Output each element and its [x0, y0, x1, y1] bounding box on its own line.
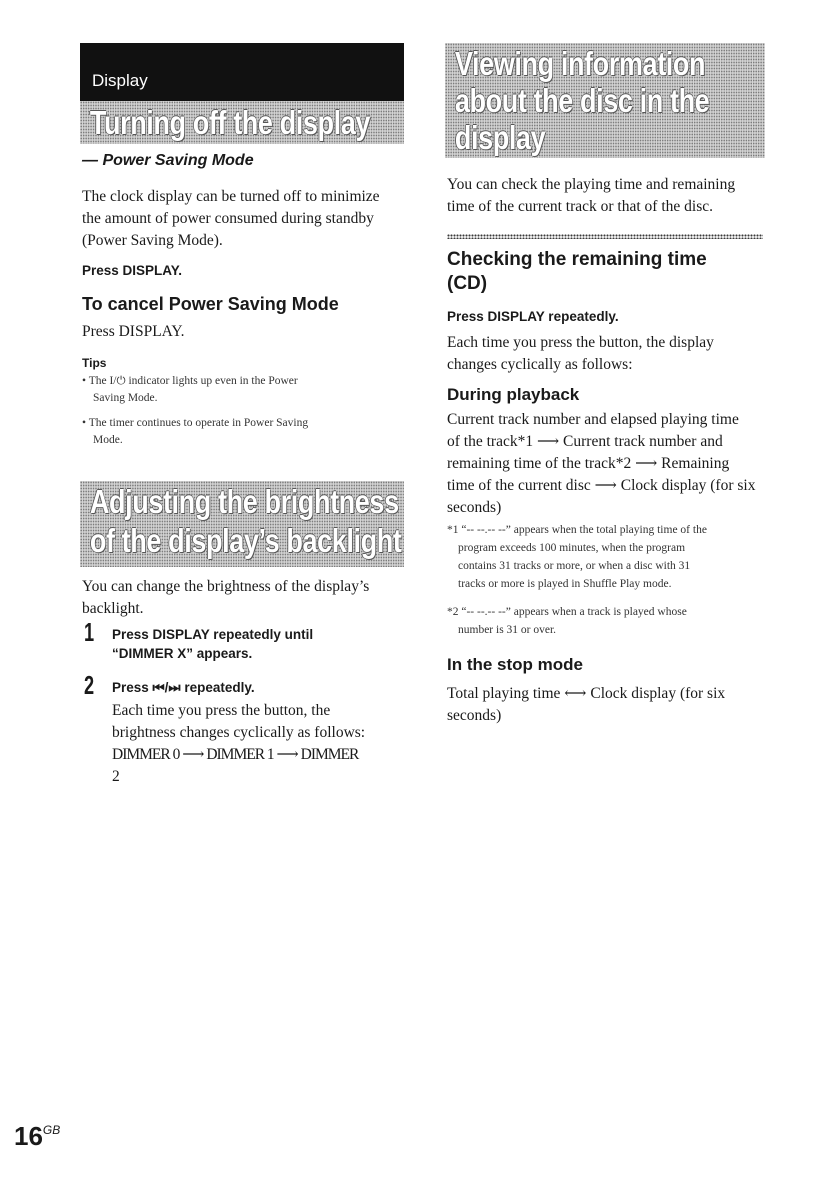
display-tab-label: Display	[92, 71, 148, 90]
tips-heading: Tips	[82, 356, 107, 370]
playback-line: seconds)	[447, 499, 502, 516]
footnote-line: tracks or more is played in Shuffle Play mode.	[458, 578, 672, 590]
press-display-repeatedly-command: Press DISPLAY repeatedly.	[447, 309, 619, 324]
adjusting-brightness-title-line1: Adjusting the brightness	[89, 483, 399, 520]
footnote-line: *1 “-- --.-- --” appears when the total playing time of the	[447, 524, 707, 536]
viewing-info-title-line3: display	[454, 119, 546, 156]
stop-line: Total playing time ⟷ Clock display (for six	[447, 685, 726, 702]
playback-line: Current track number and elapsed playing time	[447, 411, 739, 428]
remaining-time-heading-line1: Checking the remaining time	[447, 249, 707, 270]
press-display-command: Press DISPLAY.	[82, 263, 183, 278]
footnote-line: number is 31 or over.	[458, 624, 557, 636]
turning-off-display-banner	[80, 101, 404, 144]
viewing-info-title-line2: about the disc in the	[454, 82, 710, 119]
step-2-number: 2	[84, 670, 95, 700]
step-2-desc-line: 2	[112, 768, 120, 785]
intro-line: You can change the brightness of the display’s	[82, 578, 370, 595]
desc-line: changes cyclically as follows:	[447, 356, 633, 373]
step-1-text: Press DISPLAY repeatedly until	[112, 627, 314, 642]
turning-off-display-title: Turning off the display	[89, 104, 371, 141]
intro-line: The clock display can be turned off to minimize	[82, 188, 380, 205]
step-1-text: “DIMMER X” appears.	[112, 646, 253, 661]
adjusting-brightness-title-line2: of the display’s backlight	[89, 522, 402, 559]
cancel-power-saving-text: Press DISPLAY.	[82, 323, 185, 340]
playback-line: of the track*1 ⟶ Current track number and	[447, 433, 723, 450]
step-2-desc-line: brightness changes cyclically as follows:	[112, 724, 366, 741]
playback-line: time of the current disc ⟶ Clock display (for six	[447, 477, 756, 494]
footnote-line: contains 31 tracks or more, or when a disc with 31	[458, 560, 691, 572]
viewing-info-banner	[445, 43, 765, 158]
viewing-info-title-line1: Viewing information	[454, 45, 706, 82]
display-section-tab	[80, 43, 404, 101]
power-saving-subtitle: — Power Saving Mode	[82, 152, 254, 169]
footnote-line: *2 “-- --.-- --” appears when a track is played whose	[447, 606, 687, 618]
intro-line: time of the current track or that of the disc.	[447, 198, 713, 215]
intro-line: (Power Saving Mode).	[82, 232, 223, 249]
page-number-suffix: GB	[42, 1123, 61, 1137]
intro-line: the amount of power consumed during standby	[82, 210, 374, 227]
intro-line: backlight.	[82, 600, 144, 617]
adjusting-brightness-banner	[80, 481, 404, 567]
tip-line: • The I/⏻ indicator lights up even in the Power	[82, 375, 298, 387]
during-playback-heading: During playback	[447, 385, 580, 404]
stop-mode-heading: In the stop mode	[447, 655, 583, 674]
desc-line: Each time you press the button, the display	[447, 334, 714, 351]
page-number-value: 16	[14, 1121, 43, 1151]
step-1-number: 1	[84, 617, 95, 647]
remaining-time-heading-line2: (CD)	[447, 273, 488, 294]
intro-line: You can check the playing time and remaining	[447, 176, 736, 193]
step-2-desc-line: Each time you press the button, the	[112, 702, 331, 719]
cancel-power-saving-heading: To cancel Power Saving Mode	[82, 294, 339, 314]
stop-line: seconds)	[447, 707, 502, 724]
tip-line: Mode.	[93, 434, 123, 446]
page-number	[14, 1121, 60, 1152]
playback-line: remaining time of the track*2 ⟶ Remaining	[447, 455, 730, 472]
section-divider	[447, 234, 763, 239]
footnote-line: program exceeds 100 minutes, when the program	[458, 542, 686, 554]
tip-line: • The timer continues to operate in Power Saving	[82, 417, 309, 429]
step-2-desc-line: DIMMER 0 ⟶ DIMMER 1 ⟶ DIMMER	[112, 746, 359, 763]
step-2-text: Press ⏮/⏭ repeatedly.	[112, 680, 255, 695]
tip-line: Saving Mode.	[93, 392, 158, 404]
